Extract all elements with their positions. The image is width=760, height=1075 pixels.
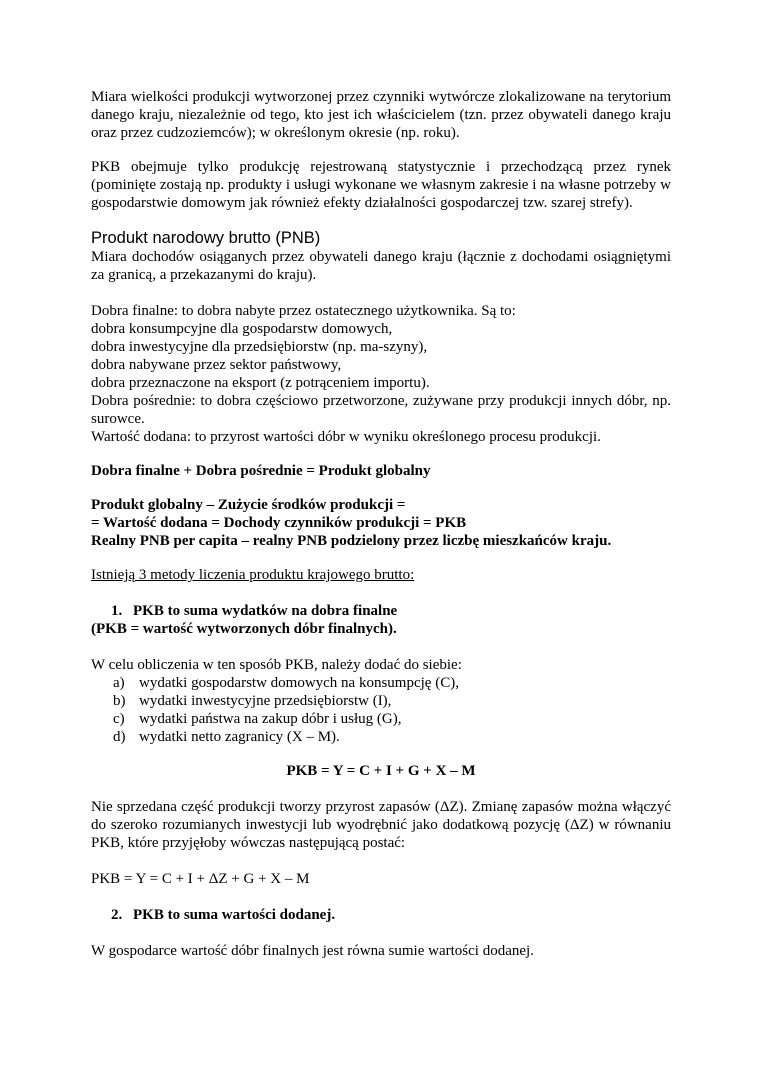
global-product-equation: Dobra finalne + Dobra pośrednie = Produkt globalny — [91, 463, 431, 479]
bold-equation-line: Realny PNB per capita – realny PNB podzielony przez liczbę mieszkańców kraju. — [91, 533, 612, 549]
list-item-text: wydatki państwa na zakup dóbr i usług (G), — [139, 711, 402, 727]
final-goods-line: dobra przeznaczone na eksport (z potrąceniem importu). — [91, 375, 430, 391]
method-1-number: 1. — [111, 603, 123, 619]
pnb-heading: Produkt narodowy brutto (PNB) — [91, 229, 321, 247]
document-page — [91, 88, 671, 960]
final-goods-line: dobra nabywane przez sektor państwowy, — [91, 357, 342, 373]
bold-equation-line: Produkt globalny – Zużycie środków produkcji = — [91, 497, 406, 513]
list-item-letter: a) — [113, 675, 125, 691]
bold-equation-line: = Wartość dodana = Dochody czynników produkcji = PKB — [91, 515, 467, 531]
method-2-title: PKB to suma wartości dodanej. — [133, 907, 336, 923]
method-1-item — [91, 602, 671, 620]
method-2-item — [91, 906, 671, 924]
method-2-number: 2. — [111, 907, 123, 923]
list-item-text: wydatki gospodarstw domowych na konsumpcję (C), — [139, 675, 459, 691]
gdp-formula: PKB = Y = C + I + G + X – M — [286, 763, 476, 779]
gdp-definition-paragraph: Miara wielkości produkcji wytworzonej przez czynniki wytwórcze zlokalizowane na terytorium danego kraju, niezależnie od tego, kto jest ich właścicielem (tzn. przez obywateli danego kraju oraz przez cudzoziemców); w określonym okresie (np. roku). — [91, 89, 671, 141]
list-item-text: wydatki netto zagranicy (X – M). — [139, 729, 340, 745]
pnb-definition-paragraph: Miara dochodów osiąganych przez obywateli danego kraju (łącznie z dochodami osiągniętymi za granicą, a przekazanymi do kraju). — [91, 249, 671, 283]
list-item-letter: c) — [113, 711, 125, 727]
intermediate-goods-paragraph: Dobra pośrednie: to dobra częściowo przetworzone, zużywane przy produkcji innych dóbr, np. surowce. — [91, 393, 671, 427]
value-added-line: Wartość dodana: to przyrost wartości dóbr w wyniku określonego procesu produkcji. — [91, 429, 601, 445]
method-1-subtitle: (PKB = wartość wytworzonych dóbr finalnych). — [91, 621, 397, 637]
value-added-sum-paragraph: W gospodarce wartość dóbr finalnych jest równa sumie wartości dodanej. — [91, 943, 534, 959]
final-goods-line: Dobra finalne: to dobra nabyte przez ostatecznego użytkownika. Są to: — [91, 303, 516, 319]
inventory-paragraph: Nie sprzedana część produkcji tworzy przyrost zapasów (ΔZ). Zmianę zapasów można włączyć do szeroko rozumianych inwestycji lub wyodrębnić jako dodatkową pozycję (ΔZ) w równaniu PKB, które przyjęłoby wówczas następującą postać: — [91, 799, 671, 851]
gdp-formula-extended: PKB = Y = C + I + ΔZ + G + X – M — [91, 871, 310, 887]
list-item — [91, 710, 671, 728]
gdp-scope-paragraph: PKB obejmuje tylko produkcję rejestrowaną statystycznie i przechodzącą przez rynek (pominięte zostają np. produkty i usługi wykonane we własnym zakresie i na własne potrzeby w gospodarstwie domowym jak również efekty działalności gospodarczej tzw. szarej strefy). — [91, 159, 671, 211]
method-1-title: PKB to suma wydatków na dobra finalne — [133, 603, 398, 619]
final-goods-line: dobra konsumpcyjne dla gospodarstw domowych, — [91, 321, 393, 337]
methods-heading: Istnieją 3 metody liczenia produktu krajowego brutto: — [91, 567, 415, 583]
list-item-letter: b) — [113, 693, 126, 709]
list-item-letter: d) — [113, 729, 126, 745]
calc-intro: W celu obliczenia w ten sposób PKB, należy dodać do siebie: — [91, 657, 462, 673]
list-item-text: wydatki inwestycyjne przedsiębiorstw (I), — [139, 693, 392, 709]
list-item — [91, 728, 671, 746]
final-goods-line: dobra inwestycyjne dla przedsiębiorstw (np. ma-szyny), — [91, 339, 428, 355]
list-item — [91, 692, 671, 710]
list-item — [91, 674, 671, 692]
